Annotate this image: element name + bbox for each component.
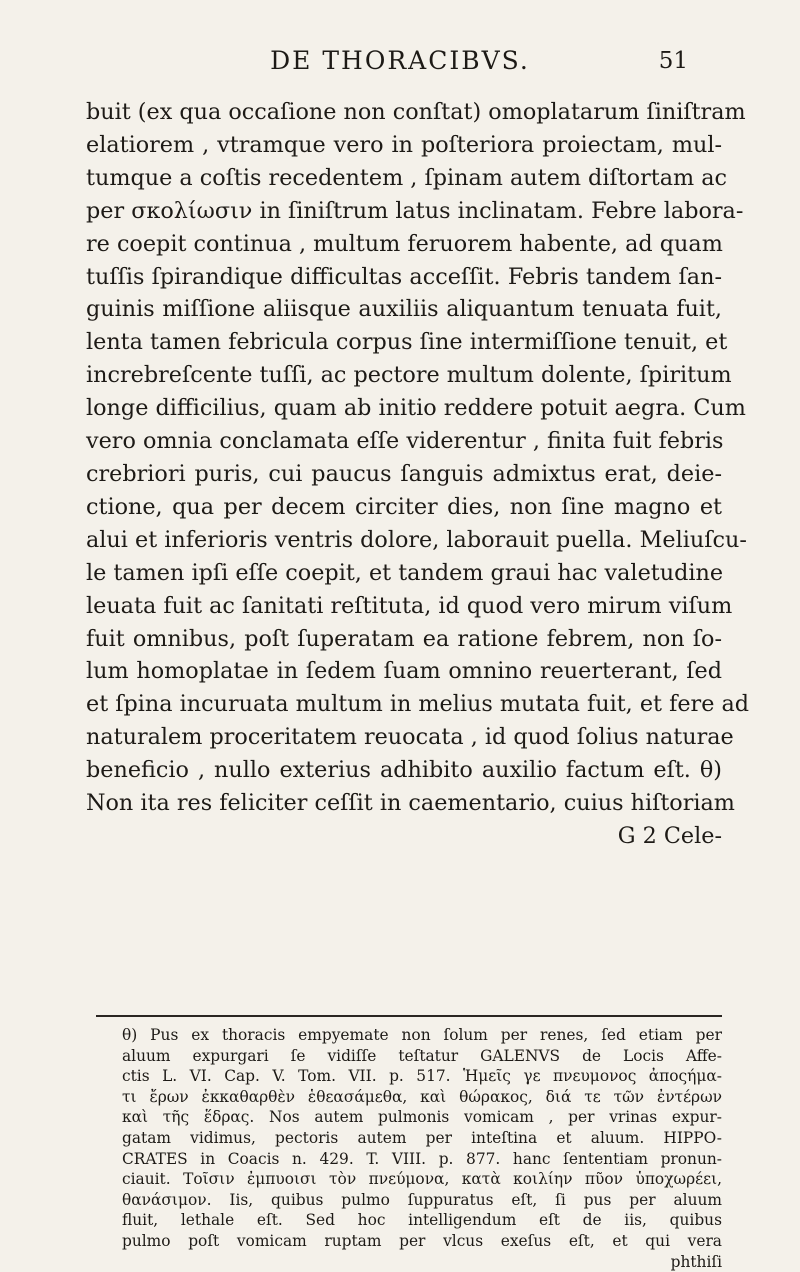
text-line: lenta tamen febricula corpus ſine intermiſſione tenuit, et xyxy=(86,329,728,356)
footnote-line: pulmo poſt vomicam ruptam per vlcus exeſus eſt, et qui vera xyxy=(122,1231,722,1250)
text-line: le tamen ipſi eſſe coepit, et tandem graui hac valetudine xyxy=(86,559,724,586)
text-line: elatiorem , vtramque vero in poſteriora proiectam, mul- xyxy=(86,131,722,158)
footnote-line: ciauit. Τοῖσιν ἐμπυοισι τὸν πνεύμονα, κατὰ κοιλίην πῦον ὑποχωρέει, xyxy=(122,1170,722,1189)
text-line: fuit omnibus, poſt ſuperatam ea ratione febrem, non ſo- xyxy=(86,625,722,652)
text-line: ctione, qua per decem circiter dies, non ſine magno et xyxy=(86,493,722,520)
page-number: 51 xyxy=(658,48,688,74)
footnote-line: gatam vidimus, pectoris autem per inteſtina et aluum. HIPPO- xyxy=(122,1128,722,1147)
footnote-line: τι ἔρων ἐκκαθαρθὲν ἑθεασάμεθα, καὶ θώρακος, διά τε τῶν ἐντέρων xyxy=(122,1087,722,1106)
footnote-line: θανάσιμον. Iis, quibus pulmo ſuppuratus eſt, ſi pus per aluum xyxy=(122,1190,722,1209)
running-title: DE THORACIBVS. xyxy=(270,46,530,75)
text-line: et ſpina incuruata multum in melius mutata fuit, et fere ad xyxy=(86,691,750,718)
text-line: re coepit continua , multum feruorem habente, ad quam xyxy=(86,230,723,257)
text-line: Non ita res feliciter ceſſit in caementario, cuius hiſtoriam xyxy=(86,790,735,817)
footnote-line: θ) Pus ex thoracis empyemate non ſolum per renes, ſed etiam per xyxy=(122,1026,722,1044)
text-line: crebriori puris, cui paucus ſanguis admixtus erat, deie- xyxy=(86,460,722,487)
text-line: leuata fuit ac ſanitati reſtituta, id quod vero mirum viſum xyxy=(86,592,733,619)
footnote-line: CRATES in Coacis n. 429. T. VIII. p. 877. hanc ſententiam pronun- xyxy=(122,1149,722,1168)
text-line: naturalem proceritatem reuocata , id quod ſolius naturae xyxy=(86,724,734,751)
footnote-rule xyxy=(96,1015,722,1017)
text-line: longe difficilius, quam ab initio reddere potuit aegra. Cum xyxy=(86,395,746,422)
text-line: per σκολίωσιν in ſiniſtrum latus inclinatam. Febre labora- xyxy=(86,197,744,224)
footnote-line: fluit, lethale eſt. Sed hoc intelligendum eſt de iis, quibus xyxy=(122,1211,722,1230)
footnote-line: ctis L. VI. Cap. V. Tom. VII. p. 517. Ἡμεῖς γε πνευμονος ἀποςήμα- xyxy=(122,1067,722,1086)
text-line: guinis miſſione aliisque auxiliis aliquantum tenuata fuit, xyxy=(86,296,722,323)
footnote-line: aluum expurgari ſe vidiſſe teſtatur GALENVS de Locis Affe- xyxy=(122,1046,722,1065)
text-line: buit (ex qua occaſione non conſtat) omoplatarum ſiniſtram xyxy=(86,99,746,125)
text-line: increbreſcente tuſſi, ac pectore multum dolente, ſpiritum xyxy=(86,362,732,389)
text-line: lum homoplatae in ſedem ſuam omnino reuerterant, ſed xyxy=(86,658,722,685)
text-line: tuſſis ſpirandique difficultas acceſſit. Febris tandem ſan- xyxy=(86,263,722,290)
signature-catchword-line: G 2 Cele- xyxy=(617,822,722,849)
text-line: vero omnia conclamata eſſe viderentur , finita fuit febris xyxy=(86,428,724,455)
text-line: alui et inferioris ventris dolore, laborauit puella. Meliuſcu- xyxy=(86,526,747,553)
text-line: beneficio , nullo exterius adhibito auxilio factum eſt. θ) xyxy=(86,757,722,784)
text-line: tumque a coſtis recedentem , ſpinam autem diſtortam ac xyxy=(86,164,728,191)
main-text-block xyxy=(86,96,750,853)
footnote-catchword: phthiſi xyxy=(670,1252,722,1271)
page-header xyxy=(0,46,800,86)
footnote-block xyxy=(88,1025,722,1272)
footnote-line: καὶ τῆς ἕδρας. Nos autem pulmonis vomicam , per vrinas expur- xyxy=(122,1108,722,1127)
